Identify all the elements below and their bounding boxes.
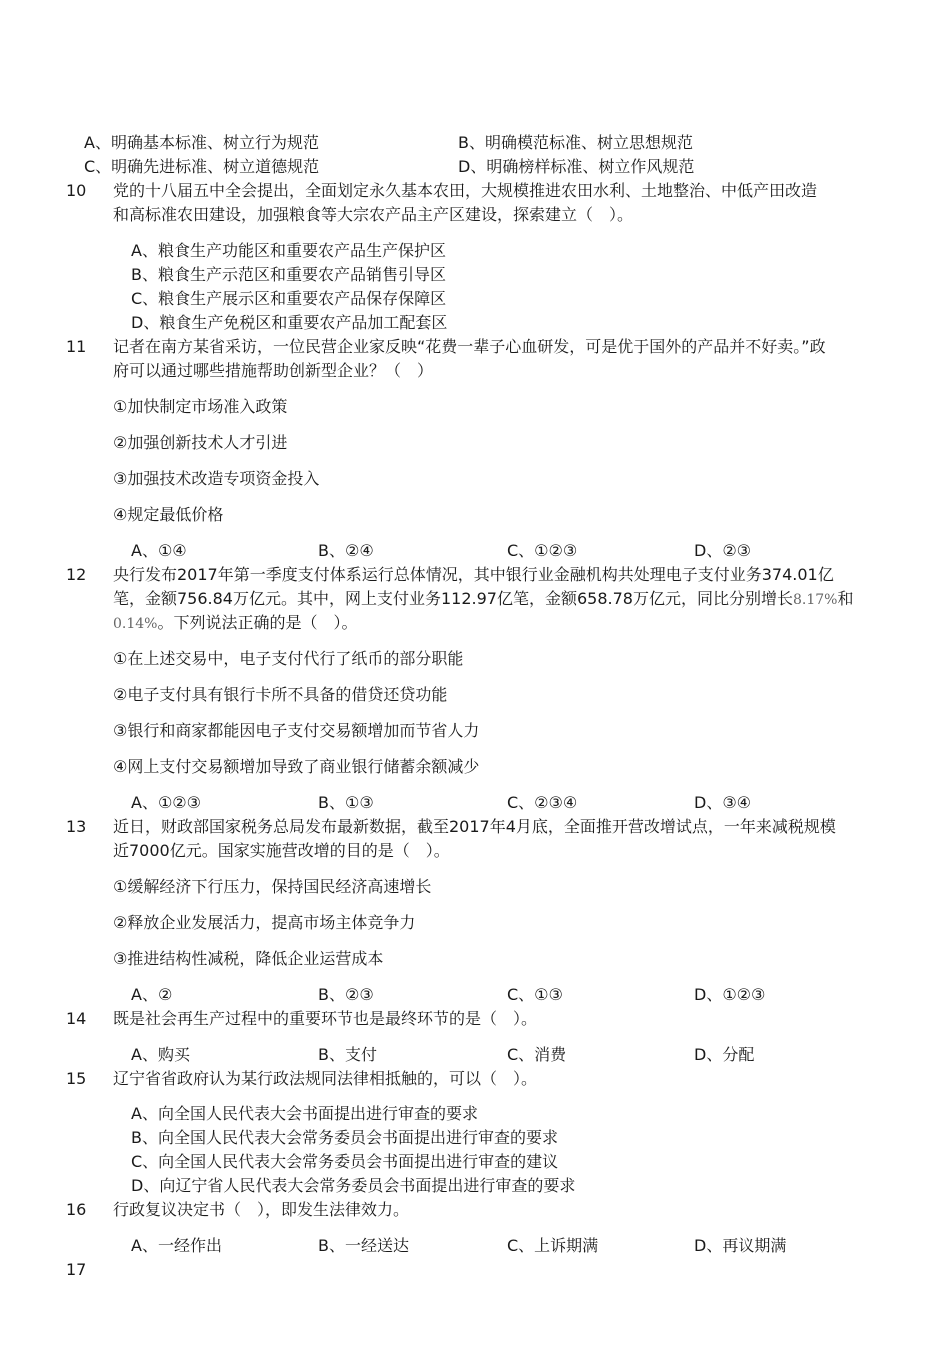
q15-option-d: D、向辽宁省人民代表大会常务委员会书面提出进行审查的要求 [131, 1176, 576, 1195]
q12-option-d: D、③④ [694, 793, 752, 812]
q16-option-b: B、一经送达 [318, 1236, 409, 1255]
q11-item-1: ①加快制定市场准入政策 [113, 397, 288, 416]
q14-option-d: D、分配 [694, 1045, 755, 1064]
q12-option-c: C、②③④ [507, 793, 578, 812]
q15-option-b: B、向全国人民代表大会常务委员会书面提出进行审查的要求 [131, 1128, 558, 1147]
q12-item-4: ④网上支付交易额增加导致了商业银行储蓄余额减少 [113, 757, 480, 776]
q12-stem-line3-text: 。下列说法正确的是（ ）。 [157, 613, 358, 632]
q11-number: 11 [66, 337, 87, 356]
q11-item-2: ②加强创新技术人才引进 [113, 433, 288, 452]
q10-option-d: D、粮食生产免税区和重要农产品加工配套区 [131, 313, 448, 332]
q10-option-b: B、粮食生产示范区和重要农产品销售引导区 [131, 265, 446, 284]
q12-number: 12 [66, 565, 87, 584]
q11-stem-line1: 记者在南方某省采访，一位民营企业家反映“花费一辈子心血研发，可是优于国外的产品并不好卖。”政 [113, 337, 826, 356]
q10-option-a: A、粮食生产功能区和重要农产品生产保护区 [131, 241, 446, 260]
q12-option-b: B、①③ [318, 793, 374, 812]
q13-item-1: ①缓解经济下行压力，保持国民经济高速增长 [113, 877, 432, 896]
q9-option-c: C、明确先进标准、树立道德规范 [84, 157, 320, 176]
q13-number: 13 [66, 817, 87, 836]
q16-stem-line1: 行政复议决定书（ ），即发生法律效力。 [113, 1200, 410, 1219]
q12-option-a: A、①②③ [131, 793, 201, 812]
q13-option-c: C、①③ [507, 985, 563, 1004]
q11-item-4: ④规定最低价格 [113, 505, 224, 524]
q15-number: 15 [66, 1069, 87, 1088]
q9-option-b: B、明确模范标准、树立思想规范 [458, 133, 693, 152]
q15-stem-line1: 辽宁省省政府认为某行政法规同法律相抵触的，可以（ ）。 [113, 1069, 538, 1088]
q12-pct-1: 8.17% [792, 592, 838, 608]
q11-option-a: A、①④ [131, 541, 187, 560]
q13-stem-line1: 近日，财政部国家税务总局发布最新数据，截至2017年4月底，全面推开营改增试点，一年来减税规模 [113, 817, 836, 836]
q13-option-d: D、①②③ [694, 985, 766, 1004]
q16-number: 16 [66, 1200, 87, 1219]
q15-option-a: A、向全国人民代表大会书面提出进行审查的要求 [131, 1104, 478, 1123]
q11-option-b: B、②④ [318, 541, 374, 560]
q12-stem-line3 [113, 612, 358, 635]
q10-stem-line2: 和高标准农田建设，加强粮食等大宗农产品主产区建设，探索建立（ ）。 [113, 205, 634, 224]
q12-pct-2: 0.14% [113, 616, 158, 632]
q15-option-c: C、向全国人民代表大会常务委员会书面提出进行审查的建议 [131, 1152, 559, 1171]
q12-stem-line2 [113, 588, 853, 611]
q17-number: 17 [66, 1260, 87, 1279]
q14-option-a: A、购买 [131, 1045, 190, 1064]
q11-option-d: D、②③ [694, 541, 752, 560]
q14-option-c: C、消费 [507, 1045, 567, 1064]
q10-stem-line1: 党的十八届五中全会提出，全面划定永久基本农田，大规模推进农田水利、土地整治、中低产田改造 [113, 181, 818, 200]
q14-option-b: B、支付 [318, 1045, 377, 1064]
q9-option-a: A、明确基本标准、树立行为规范 [84, 133, 319, 152]
q13-option-a: A、② [131, 985, 173, 1004]
q12-item-1: ①在上述交易中，电子支付代行了纸币的部分职能 [113, 649, 464, 668]
q9-option-d: D、明确榜样标准、树立作风规范 [458, 157, 695, 176]
q14-stem-line1: 既是社会再生产过程中的重要环节也是最终环节的是（ ）。 [113, 1009, 538, 1028]
q13-option-b: B、②③ [318, 985, 374, 1004]
q11-option-c: C、①②③ [507, 541, 578, 560]
q12-stem-line1: 央行发布2017年第一季度支付体系运行总体情况，其中银行业金融机构共处理电子支付业务374.01亿 [113, 565, 834, 584]
q14-number: 14 [66, 1009, 87, 1028]
q16-option-c: C、上诉期满 [507, 1236, 599, 1255]
q12-item-3: ③银行和商家都能因电子支付交易额增加而节省人力 [113, 721, 480, 740]
q10-option-c: C、粮食生产展示区和重要农产品保存保障区 [131, 289, 447, 308]
q13-stem-line2: 近7000亿元。国家实施营改增的目的是（ ）。 [113, 841, 450, 860]
q12-stem-line2-and: 和 [837, 589, 854, 608]
q11-stem-line2: 府可以通过哪些措施帮助创新型企业？（ ） [113, 361, 434, 380]
q13-item-2: ②释放企业发展活力，提高市场主体竞争力 [113, 913, 416, 932]
q12-stem-line2-text: 笔，金额756.84万亿元。其中，网上支付业务112.97亿笔，金额658.78万亿元，同比分别增长 [113, 589, 793, 608]
q13-item-3: ③推进结构性减税，降低企业运营成本 [113, 949, 384, 968]
q11-item-3: ③加强技术改造专项资金投入 [113, 469, 320, 488]
q16-option-d: D、再议期满 [694, 1236, 787, 1255]
q16-option-a: A、一经作出 [131, 1236, 222, 1255]
q12-item-2: ②电子支付具有银行卡所不具备的借贷还贷功能 [113, 685, 448, 704]
q10-number: 10 [66, 181, 87, 200]
